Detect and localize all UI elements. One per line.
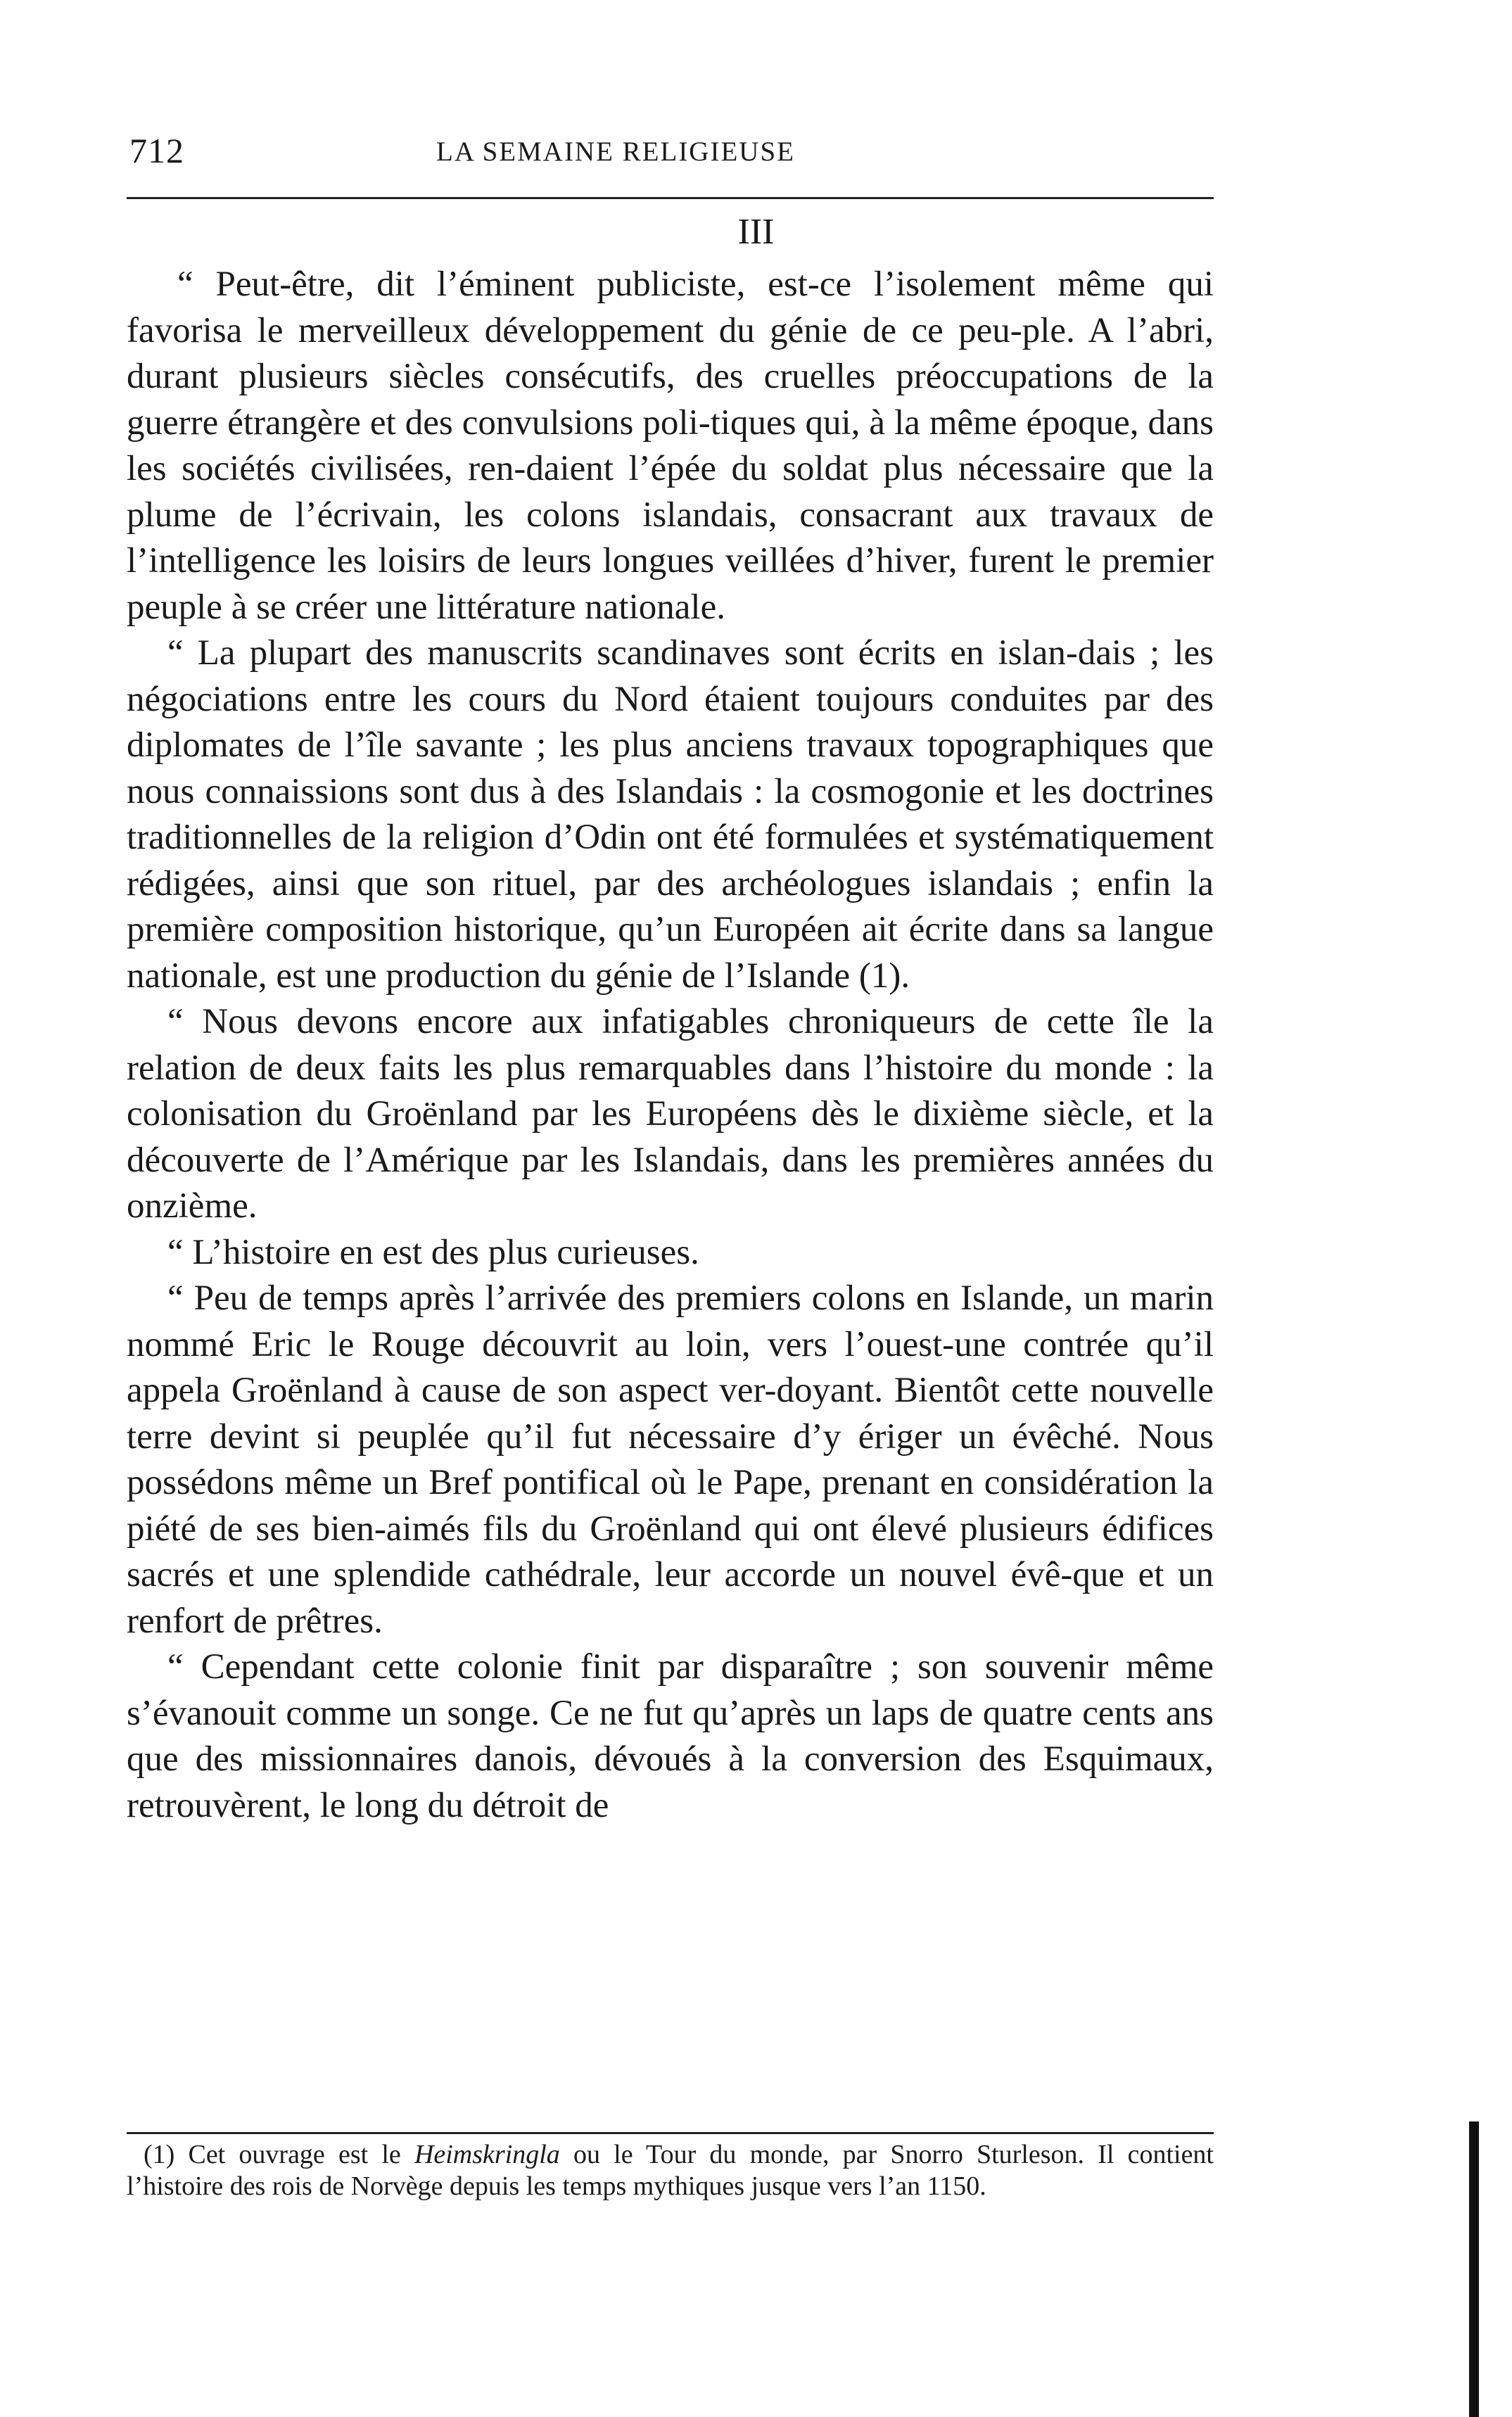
page-header xyxy=(127,130,1214,179)
footnote-book-title: Heimskringla xyxy=(414,2140,560,2169)
paragraph: “ L’histoire en est des plus curieuses. xyxy=(167,1232,699,1272)
page-number: 712 xyxy=(129,131,184,170)
running-title: LA SEMAINE RELIGIEUSE xyxy=(436,137,795,167)
footnote-rule xyxy=(127,2132,1214,2134)
paragraph: “ Nous devons encore aux infatigables chroniqueurs de cette île la relation de deux faits les plus remarquables dans l’histoire du monde : la colonisation du Groënland par les Européens dès le dixième siècle, et la découverte de l’Amérique par les Islandais, dans les premières années du onzième. xyxy=(127,1002,1214,1226)
paragraph: “ Peu de temps après l’arrivée des premiers colons en Islande, un marin nommé Eric le Rouge découvrit au loin, vers l’ouest-une contrée qu’il appela Groënland à cause de son aspect ver-doyant. Bientôt cette nouvelle terre devint si peuplée qu’il fut nécessaire d’y ériger un évêché. Nous possédons même un Bref pontifical où le Pape, prenant en considération la piété de ses bien-aimés fils du Groënland qui ont élevé plusieurs édifices sacrés et une splendide cathédrale, leur accorde un nouvel évê-que et un renfort de prêtres. xyxy=(127,1279,1214,1641)
paragraph: “ Cependant cette colonie finit par disparaître ; son souvenir même s’évanouit comme un songe. Ce ne fut qu’après un laps de quatre cents ans que des missionnaires danois, dévoués à la conversion des Esquimaux, retrouvèrent, le long du détroit de xyxy=(127,1647,1214,1825)
paragraph: “ La plupart des manuscrits scandinaves sont écrits en islan-dais ; les négociations entre les cours du Nord étaient toujours conduites par des diplomates de l’île savante ; les plus anciens travaux topographiques que nous connaissions sont dus à des Islandais : la cosmogonie et les doctrines traditionnelles de la religion d’Odin ont été formulées et systématiquement rédigées, ainsi que son rituel, par des archéologues islandais ; enfin la première composition historique, qu’un Européen ait écrite dans sa langue nationale, est une production du génie de l’Islande (1). xyxy=(127,633,1214,996)
footnote-suffix: ou le Tour du monde, par Snorro Sturleson. Il contient l’histoire des rois de Norvège depuis les temps mythiques jusque vers l’an 1150. xyxy=(127,2140,1214,2201)
body-text xyxy=(127,262,1214,1829)
footnote-prefix: (1) Cet ouvrage est le xyxy=(144,2140,414,2169)
paragraph: “ Peut-être, dit l’éminent publiciste, est-ce l’isolement même qui favorisa le merveilleux développement du génie de ce peu-ple. A l’abri, durant plusieurs siècles consécutifs, des cruelles préoccupations de la guerre étrangère et des convulsions poli-tiques qui, à la même époque, dans les sociétés civilisées, ren-daient l’épée du soldat plus nécessaire que la plume de l’écrivain, les colons islandais, consacrant aux travaux de l’intelligence les loisirs de leurs longues veillées d’hiver, furent le premier peuple à se créer une littérature nationale. xyxy=(127,265,1214,627)
header-rule xyxy=(127,197,1214,199)
scan-edge-mark xyxy=(1469,2121,1479,2417)
footnote xyxy=(127,2139,1214,2202)
section-number: III xyxy=(737,212,775,252)
